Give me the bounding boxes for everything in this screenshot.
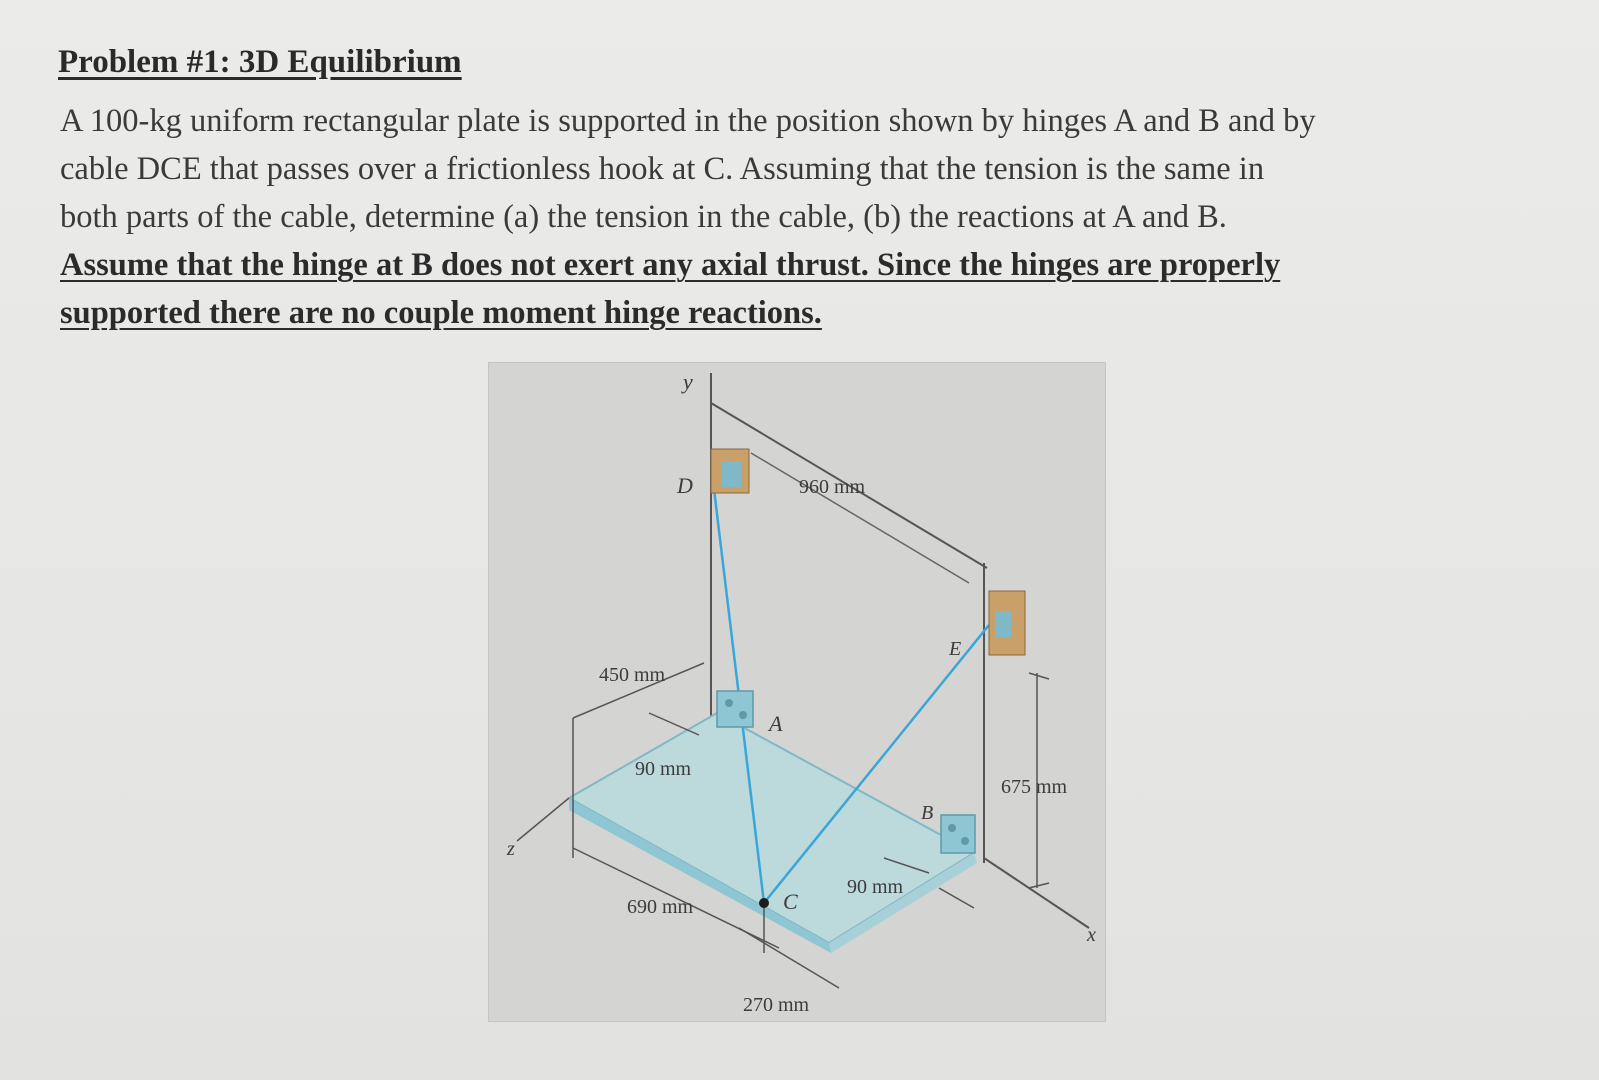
dimension-960-label: 960 mm <box>799 476 866 498</box>
y-axis-label: y <box>683 369 693 394</box>
hinge-b <box>941 815 975 853</box>
problem-statement <box>60 97 1540 337</box>
statement-line-2: cable DCE that passes over a frictionless hook at C. Assuming that the tension is the same in <box>60 151 1265 187</box>
point-a-label: A <box>769 711 783 736</box>
statement-line-1: A 100-kg uniform rectangular plate is supported in the position shown by hinges A and B and by <box>60 103 1316 139</box>
problem-title: Problem #1: 3D Equilibrium <box>58 44 462 80</box>
hinge-a <box>717 691 753 727</box>
dimension-line-960 <box>751 453 969 583</box>
point-e-label: E <box>949 638 962 660</box>
z-axis-label: z <box>507 838 515 860</box>
z-axis-line <box>517 798 569 841</box>
dimension-tick-675-bottom <box>1029 883 1049 888</box>
figure-drawing <box>489 363 1105 1021</box>
statement-line-3: both parts of the cable, determine (a) the tension in the cable, (b) the reactions at A and B. <box>60 199 1227 235</box>
bracket-d <box>711 449 749 493</box>
x-axis-label: x <box>1087 924 1096 946</box>
point-d-label: D <box>677 473 693 498</box>
hook-c <box>759 898 769 908</box>
dimension-270-label: 270 mm <box>743 994 810 1016</box>
dimension-90-top-label: 90 mm <box>635 758 692 780</box>
plate-right-extension <box>939 888 974 908</box>
point-c-label: C <box>783 889 798 914</box>
dimension-tick-675-top <box>1029 673 1049 679</box>
point-b-label: B <box>921 802 934 824</box>
equilibrium-figure <box>488 362 1106 1022</box>
bracket-e <box>989 591 1025 655</box>
statement-line-4: Assume that the hinge at B does not exert any axial thrust. Since the hinges are properly <box>60 247 1281 283</box>
dimension-90-bottom-label: 90 mm <box>847 876 904 898</box>
dimension-690-label: 690 mm <box>627 896 694 918</box>
dimension-450-label: 450 mm <box>599 664 666 686</box>
statement-line-5: supported there are no couple moment hinge reactions. <box>60 295 822 331</box>
dimension-675-label: 675 mm <box>1001 776 1068 798</box>
dimension-line-90-top <box>649 713 699 735</box>
